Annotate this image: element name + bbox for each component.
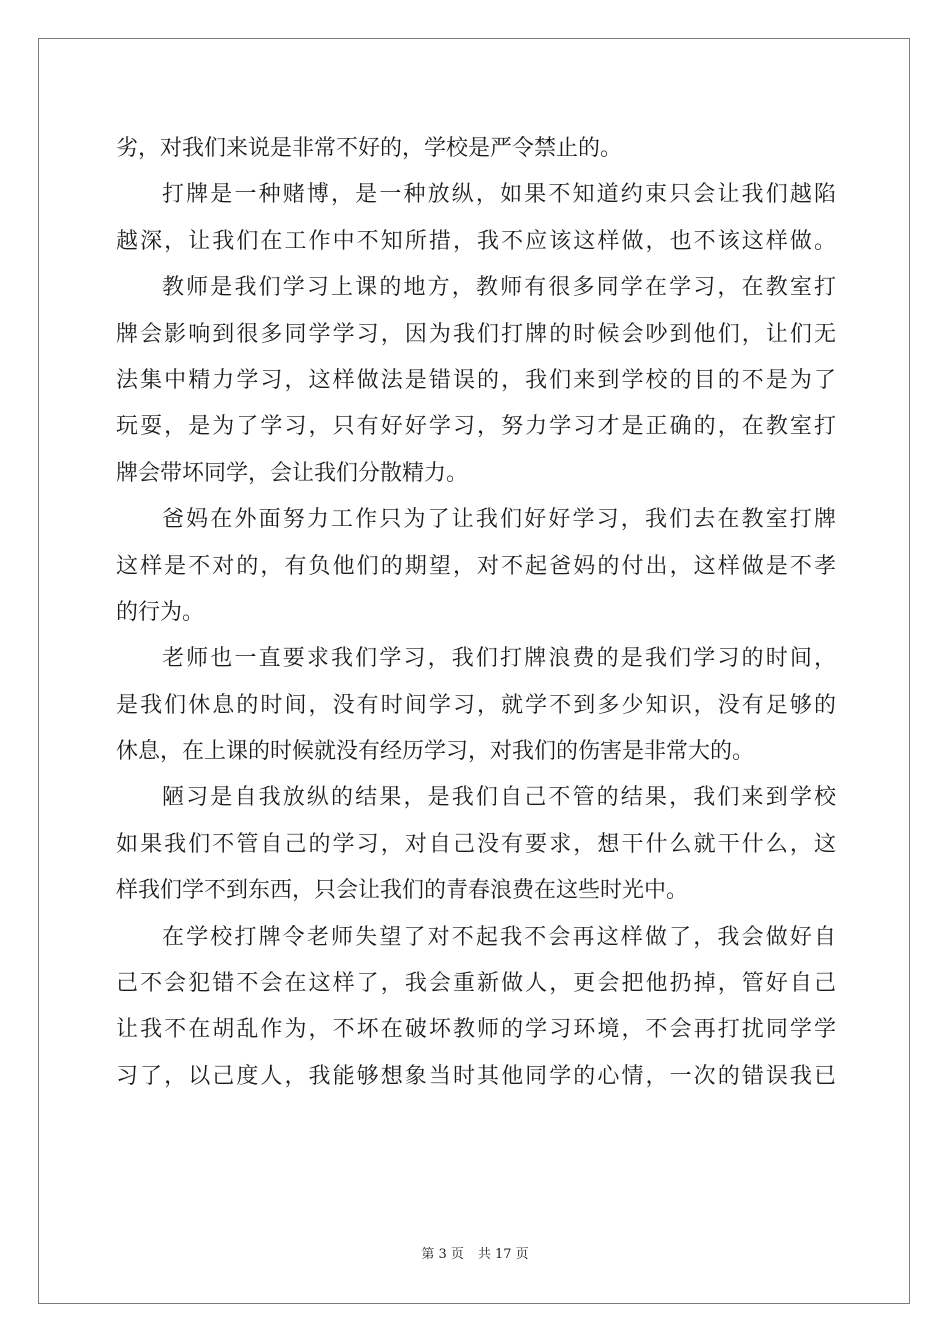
page-number: 第 3 页 bbox=[421, 1247, 464, 1262]
text-line: 老师也一直要求我们学习，我们打牌浪费的是我们学习的时间， bbox=[162, 646, 836, 672]
text-line: 打牌是一种赌博，是一种放纵，如果不知道约束只会让我们越陷 bbox=[162, 182, 836, 208]
text-line: 越深，让我们在工作中不知所措，我不应该这样做，也不该这样做。 bbox=[116, 228, 836, 254]
document-body bbox=[116, 126, 836, 1100]
text-line: 让我不在胡乱作为，不坏在破坏教师的学习环境，不会再打扰同学学 bbox=[116, 1017, 836, 1043]
text-line: 在学校打牌令老师失望了对不起我不会再这样做了，我会做好自 bbox=[162, 924, 836, 950]
text-line: 爸妈在外面努力工作只为了让我们好好学习，我们去在教室打牌 bbox=[162, 507, 836, 533]
text-line: 法集中精力学习，这样做法是错误的，我们来到学校的目的不是为了 bbox=[116, 367, 836, 393]
text-line: 休息，在上课的时候就没有经历学习，对我们的伤害是非常大的。 bbox=[116, 739, 755, 765]
text-line: 这样是不对的，有负他们的期望，对不起爸妈的付出，这样做是不孝 bbox=[116, 553, 836, 579]
text-line: 陋习是自我放纵的结果，是我们自己不管的结果，我们来到学校 bbox=[162, 785, 836, 811]
text-line: 牌会影响到很多同学学习，因为我们打牌的时候会吵到他们，让们无 bbox=[116, 321, 836, 347]
text-line: 样我们学不到东西，只会让我们的青春浪费在这些时光中。 bbox=[116, 878, 689, 904]
text-line: 的行为。 bbox=[116, 599, 205, 625]
page-footer bbox=[0, 1246, 950, 1264]
text-line: 习了，以己度人，我能够想象当时其他同学的心情，一次的错误我已 bbox=[116, 1063, 836, 1089]
text-line: 教师是我们学习上课的地方，教师有很多同学在学习，在教室打 bbox=[162, 275, 836, 301]
total-pages: 共 17 页 bbox=[477, 1247, 529, 1262]
text-line: 牌会带坏同学，会让我们分散精力。 bbox=[116, 460, 469, 486]
text-line: 如果我们不管自己的学习，对自己没有要求，想干什么就干什么，这 bbox=[116, 831, 836, 857]
text-line: 己不会犯错不会在这样了，我会重新做人，更会把他扔掉，管好自己 bbox=[116, 971, 836, 997]
text-line: 是我们休息的时间，没有时间学习，就学不到多少知识，没有足够的 bbox=[116, 692, 836, 718]
text-line: 玩耍，是为了学习，只有好好学习，努力学习才是正确的，在教室打 bbox=[116, 414, 836, 440]
text-line: 劣，对我们来说是非常不好的，学校是严令禁止的。 bbox=[116, 136, 623, 161]
